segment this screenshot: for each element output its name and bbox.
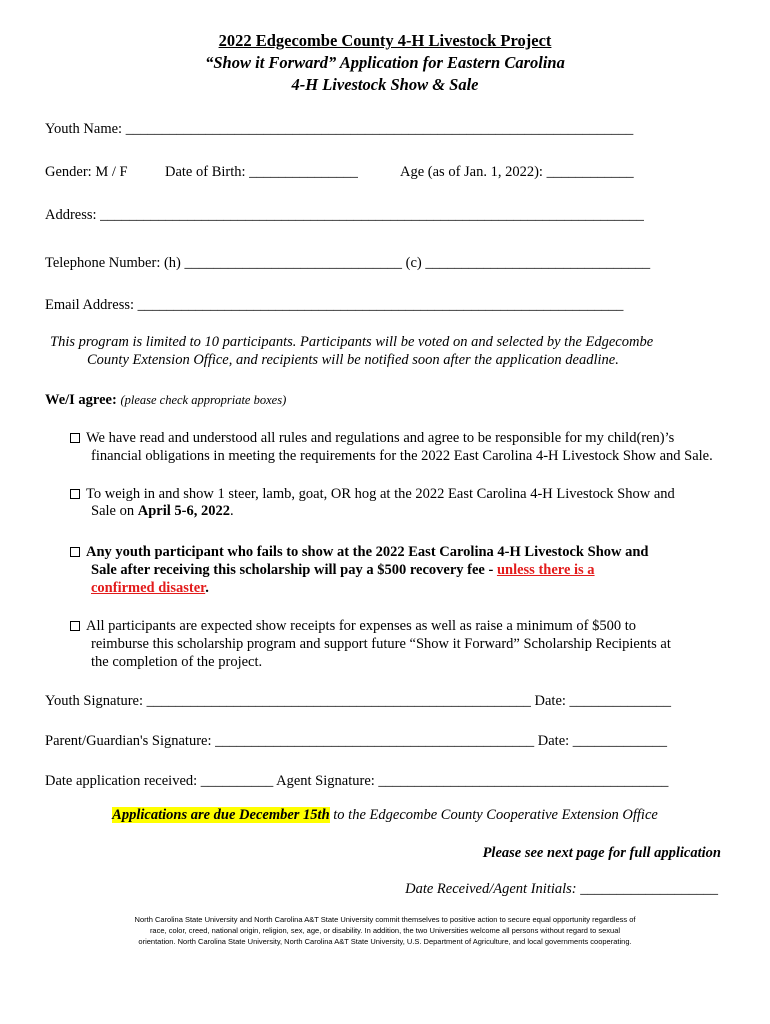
page-subtitle-2: 4-H Livestock Show & Sale — [291, 75, 479, 94]
item-1-text: We have read and understood all rules and regulations and agree to be responsible for my child(ren)’s — [86, 430, 675, 446]
item-3-text-line-2 — [91, 561, 595, 579]
agree-label: We/I agree: — [45, 392, 117, 408]
item-4-text-line-2: reimburse this scholarship program and support future “Show it Forward” Scholarship Recipients at — [91, 636, 671, 652]
item-2-prefix: Sale on — [91, 503, 138, 519]
item-3-text: Any youth participant who fails to show at the 2022 East Carolina 4-H Livestock Show and — [86, 544, 649, 560]
item-3-text-line-3 — [91, 579, 209, 597]
gender-field[interactable]: Gender: M / F — [45, 164, 128, 180]
agreement-item-3 — [70, 543, 648, 561]
checkbox-3[interactable] — [70, 547, 80, 557]
checkbox-2[interactable] — [70, 489, 80, 499]
telephone-field[interactable]: Telephone Number: (h) ______________________________ (c) _______________________________ — [45, 255, 651, 271]
agreement-item-1 — [70, 429, 674, 447]
parent-signature-field[interactable]: Parent/Guardian's Signature: ____________________________________________ Date: _____________ — [45, 733, 668, 749]
item-2-period: . — [229, 503, 234, 519]
youth-name-field[interactable]: Youth Name: ______________________________________________________________________ — [45, 121, 634, 137]
due-notice — [0, 806, 770, 824]
item-3-fee-text: Sale after receiving this scholarship will pay a $500 recovery fee - — [91, 562, 497, 578]
agreement-item-4 — [70, 617, 636, 635]
item-4-text-line-3: the completion of the project. — [91, 654, 263, 670]
item-2-text: To weigh in and show 1 steer, lamb, goat, OR hog at the 2022 East Carolina 4-H Livestock Show and — [86, 486, 675, 502]
footer-line-1: North Carolina State University and North Carolina A&T State University commit themselves to positive action to secure equal opportunity regardless of — [134, 915, 636, 924]
checkbox-1[interactable] — [70, 433, 80, 443]
due-rest: to the Edgecombe County Cooperative Extension Office — [329, 807, 658, 823]
youth-signature-field[interactable]: Youth Signature: _____________________________________________________ Date: ______________ — [45, 693, 672, 709]
email-field[interactable]: Email Address: ___________________________________________________________________ — [45, 297, 624, 313]
notice-line-2: County Extension Office, and recipients will be notified soon after the application deadline. — [87, 352, 619, 368]
age-field[interactable]: Age (as of Jan. 1, 2022): ____________ — [400, 164, 634, 180]
page-subtitle: “Show it Forward” Application for Eastern Carolina — [205, 53, 565, 72]
checkbox-4[interactable] — [70, 621, 80, 631]
footer-line-3: orientation. North Carolina State University, North Carolina A&T State University, U.S. Department of Agriculture, and local governments cooperating. — [138, 937, 632, 946]
item-4-text: All participants are expected show receipts for expenses as well as raise a minimum of $500 to — [86, 618, 637, 634]
notice-line-1: This program is limited to 10 participants. Participants will be voted on and selected by the Edgecombe — [50, 334, 654, 350]
disaster-exception: unless there is a — [496, 562, 595, 578]
footer-line-2: race, color, creed, national origin, religion, sex, age, or disability. In addition, the two Universities welcome all persons without regard to sexual — [149, 926, 621, 935]
show-dates: April 5-6, 2022 — [137, 503, 230, 519]
next-page-note: Please see next page for full application — [482, 845, 721, 861]
agree-hint: (please check appropriate boxes) — [120, 393, 287, 407]
disaster-exception-cont: confirmed disaster — [91, 580, 206, 596]
agreement-item-2 — [70, 485, 675, 503]
page-title: 2022 Edgecombe County 4-H Livestock Project — [218, 31, 552, 50]
item-3-period: . — [205, 580, 209, 596]
address-field[interactable]: Address: ___________________________________________________________________________ — [45, 207, 644, 223]
received-agent-field[interactable]: Date application received: __________ Agent Signature: ________________________________________ — [45, 773, 669, 789]
item-1-text-line-2: financial obligations in meeting the requirements for the 2022 East Carolina 4-H Livestock Show and Sale. — [91, 448, 713, 464]
due-highlight: Applications are due December 15th — [112, 807, 330, 823]
agree-heading — [45, 391, 286, 409]
agent-initials-field[interactable]: Date Received/Agent Initials: ___________________ — [405, 881, 718, 897]
item-2-text-line-2 — [91, 502, 234, 520]
dob-field[interactable]: Date of Birth: _______________ — [165, 164, 358, 180]
